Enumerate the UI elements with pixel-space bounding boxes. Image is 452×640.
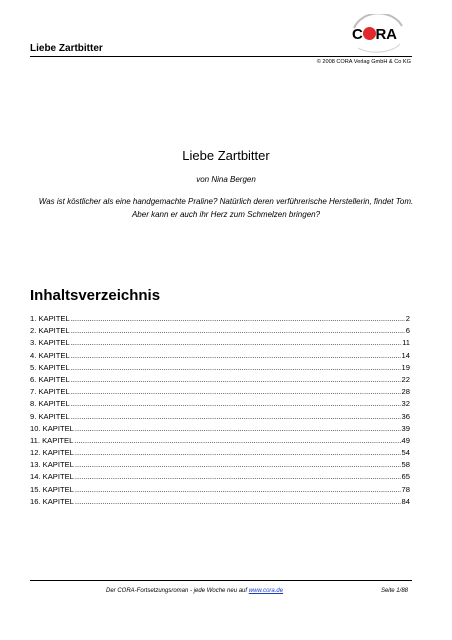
toc-leader-dots — [74, 435, 400, 447]
toc-leader-dots — [71, 411, 401, 423]
toc-entry-label: 15. KAPITEL — [30, 484, 74, 494]
footer-divider — [30, 580, 412, 581]
toc-leader-dots — [71, 398, 401, 410]
logo-red-dot — [363, 27, 376, 40]
toc-entry[interactable] — [30, 459, 410, 471]
toc-entry-page: 84 — [401, 496, 410, 506]
document-title: Liebe Zartbitter — [182, 148, 270, 163]
toc-entry-page: 78 — [401, 484, 410, 494]
toc-entry-label: 8. KAPITEL — [30, 399, 70, 409]
toc-leader-dots — [71, 337, 401, 349]
toc-entry-page: 6 — [405, 326, 410, 336]
toc-leader-dots — [75, 447, 401, 459]
toc-entry[interactable] — [30, 411, 410, 423]
toc-leader-dots — [75, 459, 401, 471]
toc-leader-dots — [75, 423, 401, 435]
logo-text: C RA — [352, 26, 397, 43]
toc-leader-dots — [71, 313, 405, 325]
toc-leader-dots — [71, 362, 401, 374]
toc-entry[interactable] — [30, 496, 410, 508]
toc-entry-label: 2. KAPITEL — [30, 326, 70, 336]
document-author: von Nina Bergen — [196, 175, 256, 184]
toc-entry[interactable] — [30, 484, 410, 496]
toc-entry-page: 11 — [402, 338, 410, 348]
toc-entry-page: 14 — [401, 350, 410, 360]
toc-entry-page: 2 — [405, 314, 410, 323]
toc-entry[interactable] — [30, 386, 410, 398]
toc-entry[interactable] — [30, 350, 410, 362]
footer-text: Der CORA-Fortsetzungsroman - jede Woche neu auf www.cora.de — [106, 588, 284, 594]
toc-entry-page: 54 — [401, 448, 410, 458]
toc-entry-page: 28 — [401, 387, 410, 397]
toc-entry-label: 3. KAPITEL — [30, 338, 70, 348]
toc-leader-dots — [71, 350, 401, 362]
toc-entry-page: 36 — [401, 411, 410, 421]
cora-logo — [346, 14, 408, 54]
toc-entry-label: 14. KAPITEL — [30, 472, 74, 482]
toc-entry-label: 1. KAPITEL — [30, 314, 70, 323]
footer-link[interactable]: www.cora.de — [248, 588, 284, 594]
toc-entry-page: 65 — [401, 472, 410, 482]
toc-entry-page: 19 — [401, 362, 410, 372]
toc-entry-label: 4. KAPITEL — [30, 350, 70, 360]
toc-entry-label: 16. KAPITEL — [30, 496, 74, 506]
toc-entry-label: 7. KAPITEL — [30, 387, 70, 397]
toc-entry-page: 32 — [401, 399, 410, 409]
toc-entry-label: 11. KAPITEL — [30, 435, 74, 445]
header-title: Liebe Zartbitter — [30, 43, 103, 54]
toc-entry-label: 6. KAPITEL — [30, 374, 70, 384]
toc-entry[interactable] — [30, 325, 410, 337]
toc-entry[interactable] — [30, 471, 410, 483]
toc-entry[interactable] — [30, 447, 410, 459]
toc-leader-dots — [75, 471, 401, 483]
toc-entry-label: 10. KAPITEL — [30, 423, 74, 433]
toc-entry[interactable] — [30, 313, 410, 325]
toc-entry[interactable] — [30, 362, 410, 374]
toc-entry-label: 13. KAPITEL — [30, 460, 74, 470]
toc-leader-dots — [75, 484, 401, 496]
toc-entry-page: 22 — [401, 374, 410, 384]
toc-entry-label: 12. KAPITEL — [30, 448, 74, 458]
toc-leader-dots — [71, 386, 401, 398]
toc-entry-page: 49 — [401, 435, 410, 445]
toc-heading: Inhaltsverzeichnis — [30, 287, 161, 304]
toc-leader-dots — [71, 374, 401, 386]
document-blurb: Was ist köstlicher als eine handgemachte Praline? Natürlich deren verführerische Herstellerin, findet Tom. Aber kann er auch ihr Herz zum Schmelzen bringen? — [38, 197, 414, 219]
toc-leader-dots — [75, 496, 401, 508]
toc-entry-page: 58 — [401, 460, 410, 470]
toc-leader-dots — [71, 325, 405, 337]
page-number: Seite 1/88 — [380, 588, 408, 594]
toc-entry-label: 5. KAPITEL — [30, 362, 70, 372]
toc-entry-page: 39 — [401, 423, 410, 433]
toc-entry[interactable] — [30, 435, 410, 447]
header-divider — [30, 56, 412, 57]
toc-entry[interactable] — [30, 374, 410, 386]
toc-entry[interactable] — [30, 398, 410, 410]
toc-entry[interactable] — [30, 337, 410, 349]
table-of-contents — [30, 313, 410, 508]
copyright-notice: © 2008 CORA Verlag GmbH & Co KG — [316, 59, 411, 65]
toc-entry[interactable] — [30, 423, 410, 435]
toc-entry-label: 9. KAPITEL — [30, 411, 70, 421]
